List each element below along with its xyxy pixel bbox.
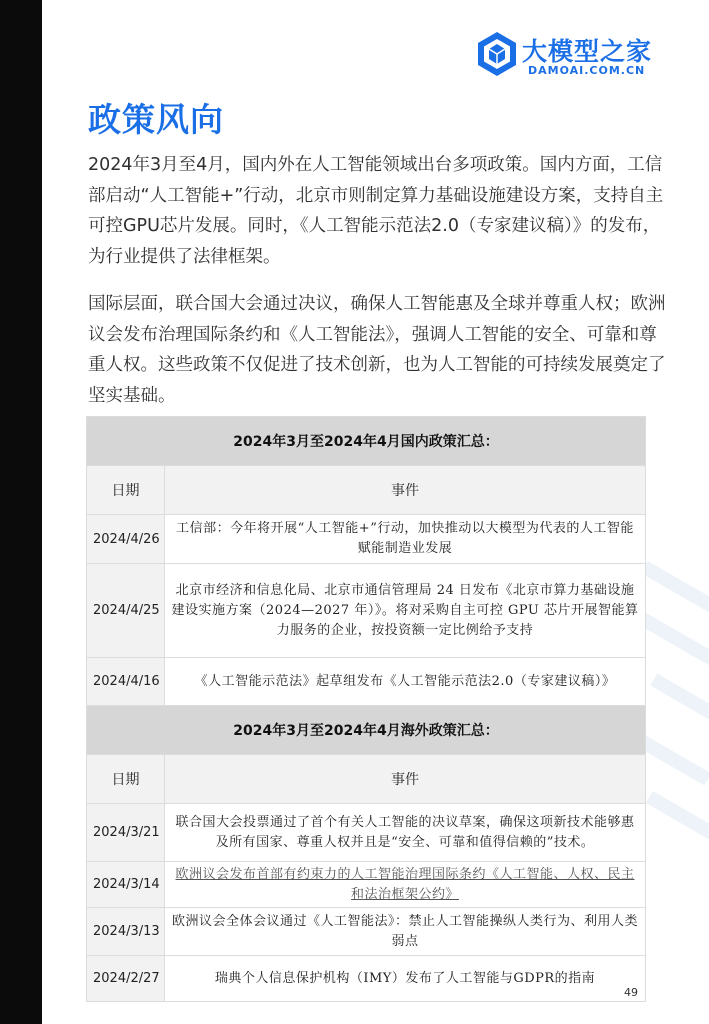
domestic-date-header: 日期 (87, 466, 165, 515)
policy-summary-table (86, 416, 646, 1002)
overseas-event-header: 事件 (165, 755, 646, 804)
overseas-section-title: 2024年3月至2024年4月海外政策汇总： (87, 706, 646, 755)
row-date: 2024/2/27 (87, 956, 165, 1002)
row-date: 2024/4/26 (87, 515, 165, 564)
page-number: 49 (624, 986, 638, 999)
domestic-section-title: 2024年3月至2024年4月国内政策汇总： (87, 417, 646, 466)
table-row (87, 564, 646, 658)
row-event: 北京市经济和信息化局、北京市通信管理局 24 日发布《北京市算力基础设施建设实施方案（2024—2027 年）》。将对采购自主可控 GPU 芯片开展智能算力服务的企业，按投资额一定比例给予支持 (165, 564, 646, 658)
table-row (87, 862, 646, 908)
brand-domain: DAMOAI.COM.CN (528, 64, 646, 77)
cube-logo-icon (476, 30, 518, 78)
table-row (87, 658, 646, 706)
brand-logo (476, 30, 676, 82)
row-date: 2024/4/25 (87, 564, 165, 658)
table-row (87, 908, 646, 956)
row-event: 欧洲议会全体会议通过《人工智能法》：禁止人工智能操纵人类行为、利用人类弱点 (165, 908, 646, 956)
row-date: 2024/3/13 (87, 908, 165, 956)
domestic-event-header: 事件 (165, 466, 646, 515)
left-accent-bar (0, 0, 42, 1024)
intro-paragraph-international: 国际层面，联合国大会通过决议，确保人工智能惠及全球并尊重人权；欧洲议会发布治理国际条约和《人工智能法》，强调人工智能的安全、可靠和尊重人权。这些政策不仅促进了技术创新，也为人工智能的可持续发展奠定了坚实基础。 (88, 294, 666, 406)
table-row (87, 956, 646, 1002)
intro-paragraph-domestic: 2024年3月至4月，国内外在人工智能领域出台多项政策。国内方面，工信部启动“人工智能+”行动，北京市则制定算力基础设施建设方案，支持自主可控GPU芯片发展。同时，《人工智能示范法2.0（专家建议稿）》的发布，为行业提供了法律框架。 (88, 155, 664, 267)
section-title: 政策风向 (88, 100, 224, 139)
row-event: 工信部：今年将开展“人工智能+”行动，加快推动以大模型为代表的人工智能赋能制造业发展 (165, 515, 646, 564)
row-event: 联合国大会投票通过了首个有关人工智能的决议草案，确保这项新技术能够惠及所有国家、尊重人权并且是“安全、可靠和值得信赖的”技术。 (165, 804, 646, 862)
row-date: 2024/3/21 (87, 804, 165, 862)
row-event: 瑞典个人信息保护机构（IMY）发布了人工智能与GDPR的指南 (165, 956, 646, 1002)
row-event-link[interactable]: 欧洲议会发布首部有约束力的人工智能治理国际条约《人工智能、人权、民主和法治框架公约》 (165, 862, 646, 908)
row-event: 《人工智能示范法》起草组发布《人工智能示范法2.0（专家建议稿）》 (165, 658, 646, 706)
table-row (87, 515, 646, 564)
overseas-date-header: 日期 (87, 755, 165, 804)
table-row (87, 804, 646, 862)
brand-name: 大模型之家 (522, 37, 653, 66)
row-date: 2024/3/14 (87, 862, 165, 908)
row-date: 2024/4/16 (87, 658, 165, 706)
